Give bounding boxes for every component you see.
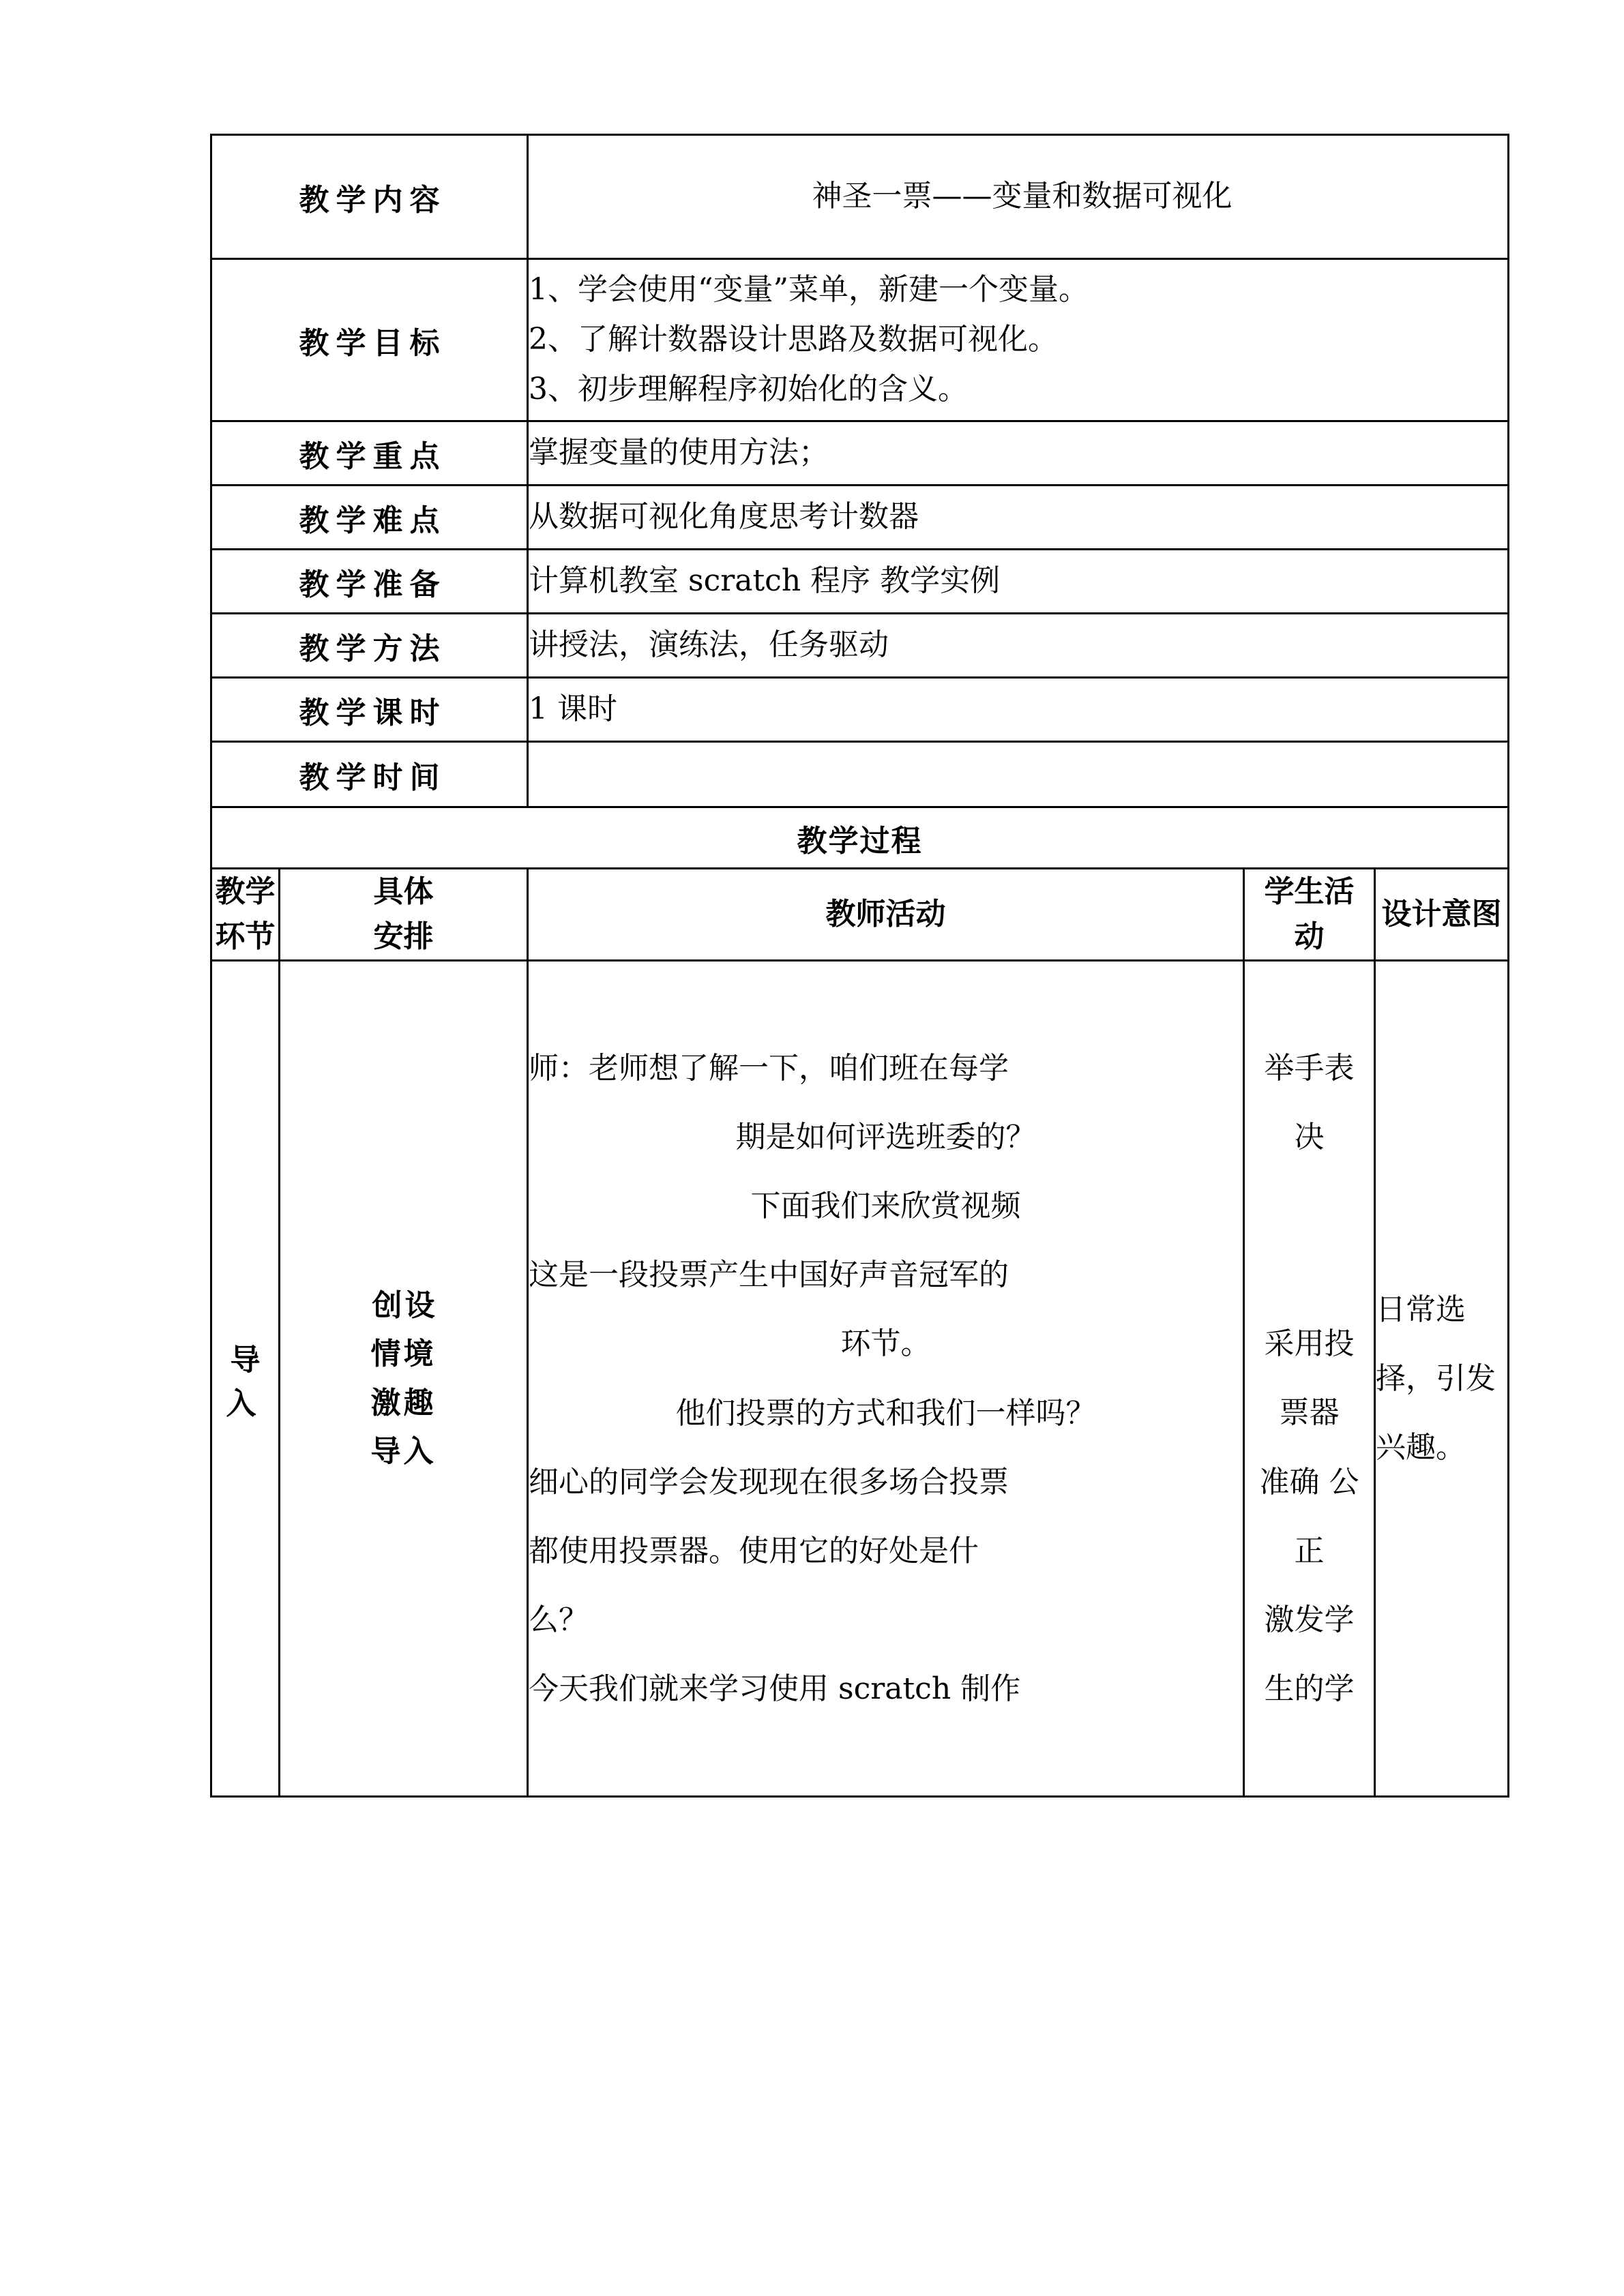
teacher-line-8: 都使用投票器。使用它的好处是什 bbox=[529, 1533, 979, 1568]
teacher-line-5: 环节。 bbox=[840, 1326, 931, 1362]
value-method: 讲授法，演练法，任务驱动 bbox=[528, 614, 1509, 678]
value-teaching-goal bbox=[528, 259, 1509, 421]
student-line-1: 举手表 bbox=[1264, 1050, 1355, 1086]
teacher-line-2: 期是如何评选班委的？ bbox=[735, 1119, 1036, 1154]
teacher-line-6: 他们投票的方式和我们一样吗？ bbox=[675, 1395, 1096, 1431]
column-header-plan-line2: 安排 bbox=[373, 919, 434, 954]
teacher-line-3: 下面我们来欣赏视频 bbox=[750, 1188, 1021, 1223]
column-header-plan bbox=[280, 869, 528, 961]
column-header-stage-line2: 环节 bbox=[215, 919, 276, 954]
student-line-8: 生的学 bbox=[1264, 1671, 1355, 1707]
plan-line-3: 激趣 bbox=[370, 1385, 437, 1420]
plan-line-2: 情境 bbox=[370, 1337, 437, 1372]
teacher-line-4: 这是一段投票产生中国好声音冠军的 bbox=[529, 1257, 1009, 1293]
label-teaching-goal: 教学目标 bbox=[211, 259, 528, 421]
column-header-design-intent: 设计意图 bbox=[1375, 869, 1509, 961]
student-line-4: 票器 bbox=[1279, 1395, 1340, 1431]
label-class-time: 教学时间 bbox=[211, 742, 528, 807]
value-teaching-content: 神圣一票——变量和数据可视化 bbox=[528, 135, 1509, 259]
label-key-point: 教学重点 bbox=[211, 421, 528, 486]
label-teaching-content: 教学内容 bbox=[211, 135, 528, 259]
column-header-plan-line1: 具体 bbox=[373, 874, 434, 909]
value-preparation: 计算机教室 scratch 程序 教学实例 bbox=[528, 550, 1509, 614]
cell-design-intent bbox=[1375, 961, 1509, 1797]
intent-line-2: 择，引发 bbox=[1376, 1360, 1496, 1396]
table-row-class-hours bbox=[211, 678, 1509, 742]
table-row-process-body bbox=[211, 961, 1509, 1797]
column-header-stage bbox=[211, 869, 280, 961]
column-header-teacher-activity: 教师活动 bbox=[528, 869, 1244, 961]
plan-line-1: 创设 bbox=[372, 1287, 438, 1323]
teacher-line-9: 么？ bbox=[529, 1602, 589, 1638]
teacher-line-1: 师：老师想了解一下，咱们班在每学 bbox=[529, 1050, 1009, 1086]
cell-student-activity bbox=[1244, 961, 1375, 1797]
student-line-3: 采用投 bbox=[1264, 1326, 1355, 1362]
cell-teacher-activity bbox=[528, 961, 1244, 1797]
lesson-plan-table bbox=[210, 134, 1509, 1798]
cell-plan-detail bbox=[280, 961, 528, 1797]
goal-line-1: 1、学会使用“变量”菜单，新建一个变量。 bbox=[529, 272, 1089, 308]
goal-line-3: 3、初步理解程序初始化的含义。 bbox=[529, 371, 969, 406]
intent-line-3: 兴趣。 bbox=[1376, 1430, 1466, 1465]
table-row-method bbox=[211, 614, 1509, 678]
label-method: 教学方法 bbox=[211, 614, 528, 678]
student-line-5: 准确 公 bbox=[1259, 1464, 1359, 1500]
label-preparation: 教学准备 bbox=[211, 550, 528, 614]
column-header-student-line2: 动 bbox=[1294, 919, 1325, 954]
column-header-student-line1: 学生活 bbox=[1264, 874, 1355, 909]
student-spacer bbox=[1245, 1172, 1374, 1309]
process-banner-label: 教学过程 bbox=[211, 807, 1509, 869]
label-class-hours: 教学课时 bbox=[211, 678, 528, 742]
teacher-line-7: 细心的同学会发现现在很多场合投票 bbox=[529, 1464, 1009, 1500]
cell-stage-name: 导入 bbox=[211, 961, 280, 1797]
table-row-class-time bbox=[211, 742, 1509, 807]
table-row-teaching-goal bbox=[211, 259, 1509, 421]
table-row-preparation bbox=[211, 550, 1509, 614]
column-header-student-activity bbox=[1244, 869, 1375, 961]
value-class-hours: 1 课时 bbox=[528, 678, 1509, 742]
value-difficult-point: 从数据可视化角度思考计数器 bbox=[528, 486, 1509, 550]
table-row-process-banner bbox=[211, 807, 1509, 869]
value-class-time bbox=[528, 742, 1509, 807]
student-line-6: 正 bbox=[1294, 1533, 1325, 1568]
table-row-process-headers bbox=[211, 869, 1509, 961]
table-row-difficult-point bbox=[211, 486, 1509, 550]
goal-line-2: 2、了解计数器设计思路及数据可视化。 bbox=[529, 322, 1059, 357]
column-header-stage-line1: 教学 bbox=[215, 874, 276, 909]
intent-line-1: 日常选 bbox=[1376, 1292, 1466, 1327]
label-difficult-point: 教学难点 bbox=[211, 486, 528, 550]
table-row-teaching-content bbox=[211, 135, 1509, 259]
plan-line-4: 导入 bbox=[370, 1433, 437, 1469]
teacher-line-10: 今天我们就来学习使用 scratch 制作 bbox=[529, 1671, 1021, 1707]
student-line-2: 决 bbox=[1294, 1119, 1325, 1154]
table-row-key-point bbox=[211, 421, 1509, 486]
value-key-point: 掌握变量的使用方法； bbox=[528, 421, 1509, 486]
student-line-7: 激发学 bbox=[1264, 1602, 1355, 1637]
